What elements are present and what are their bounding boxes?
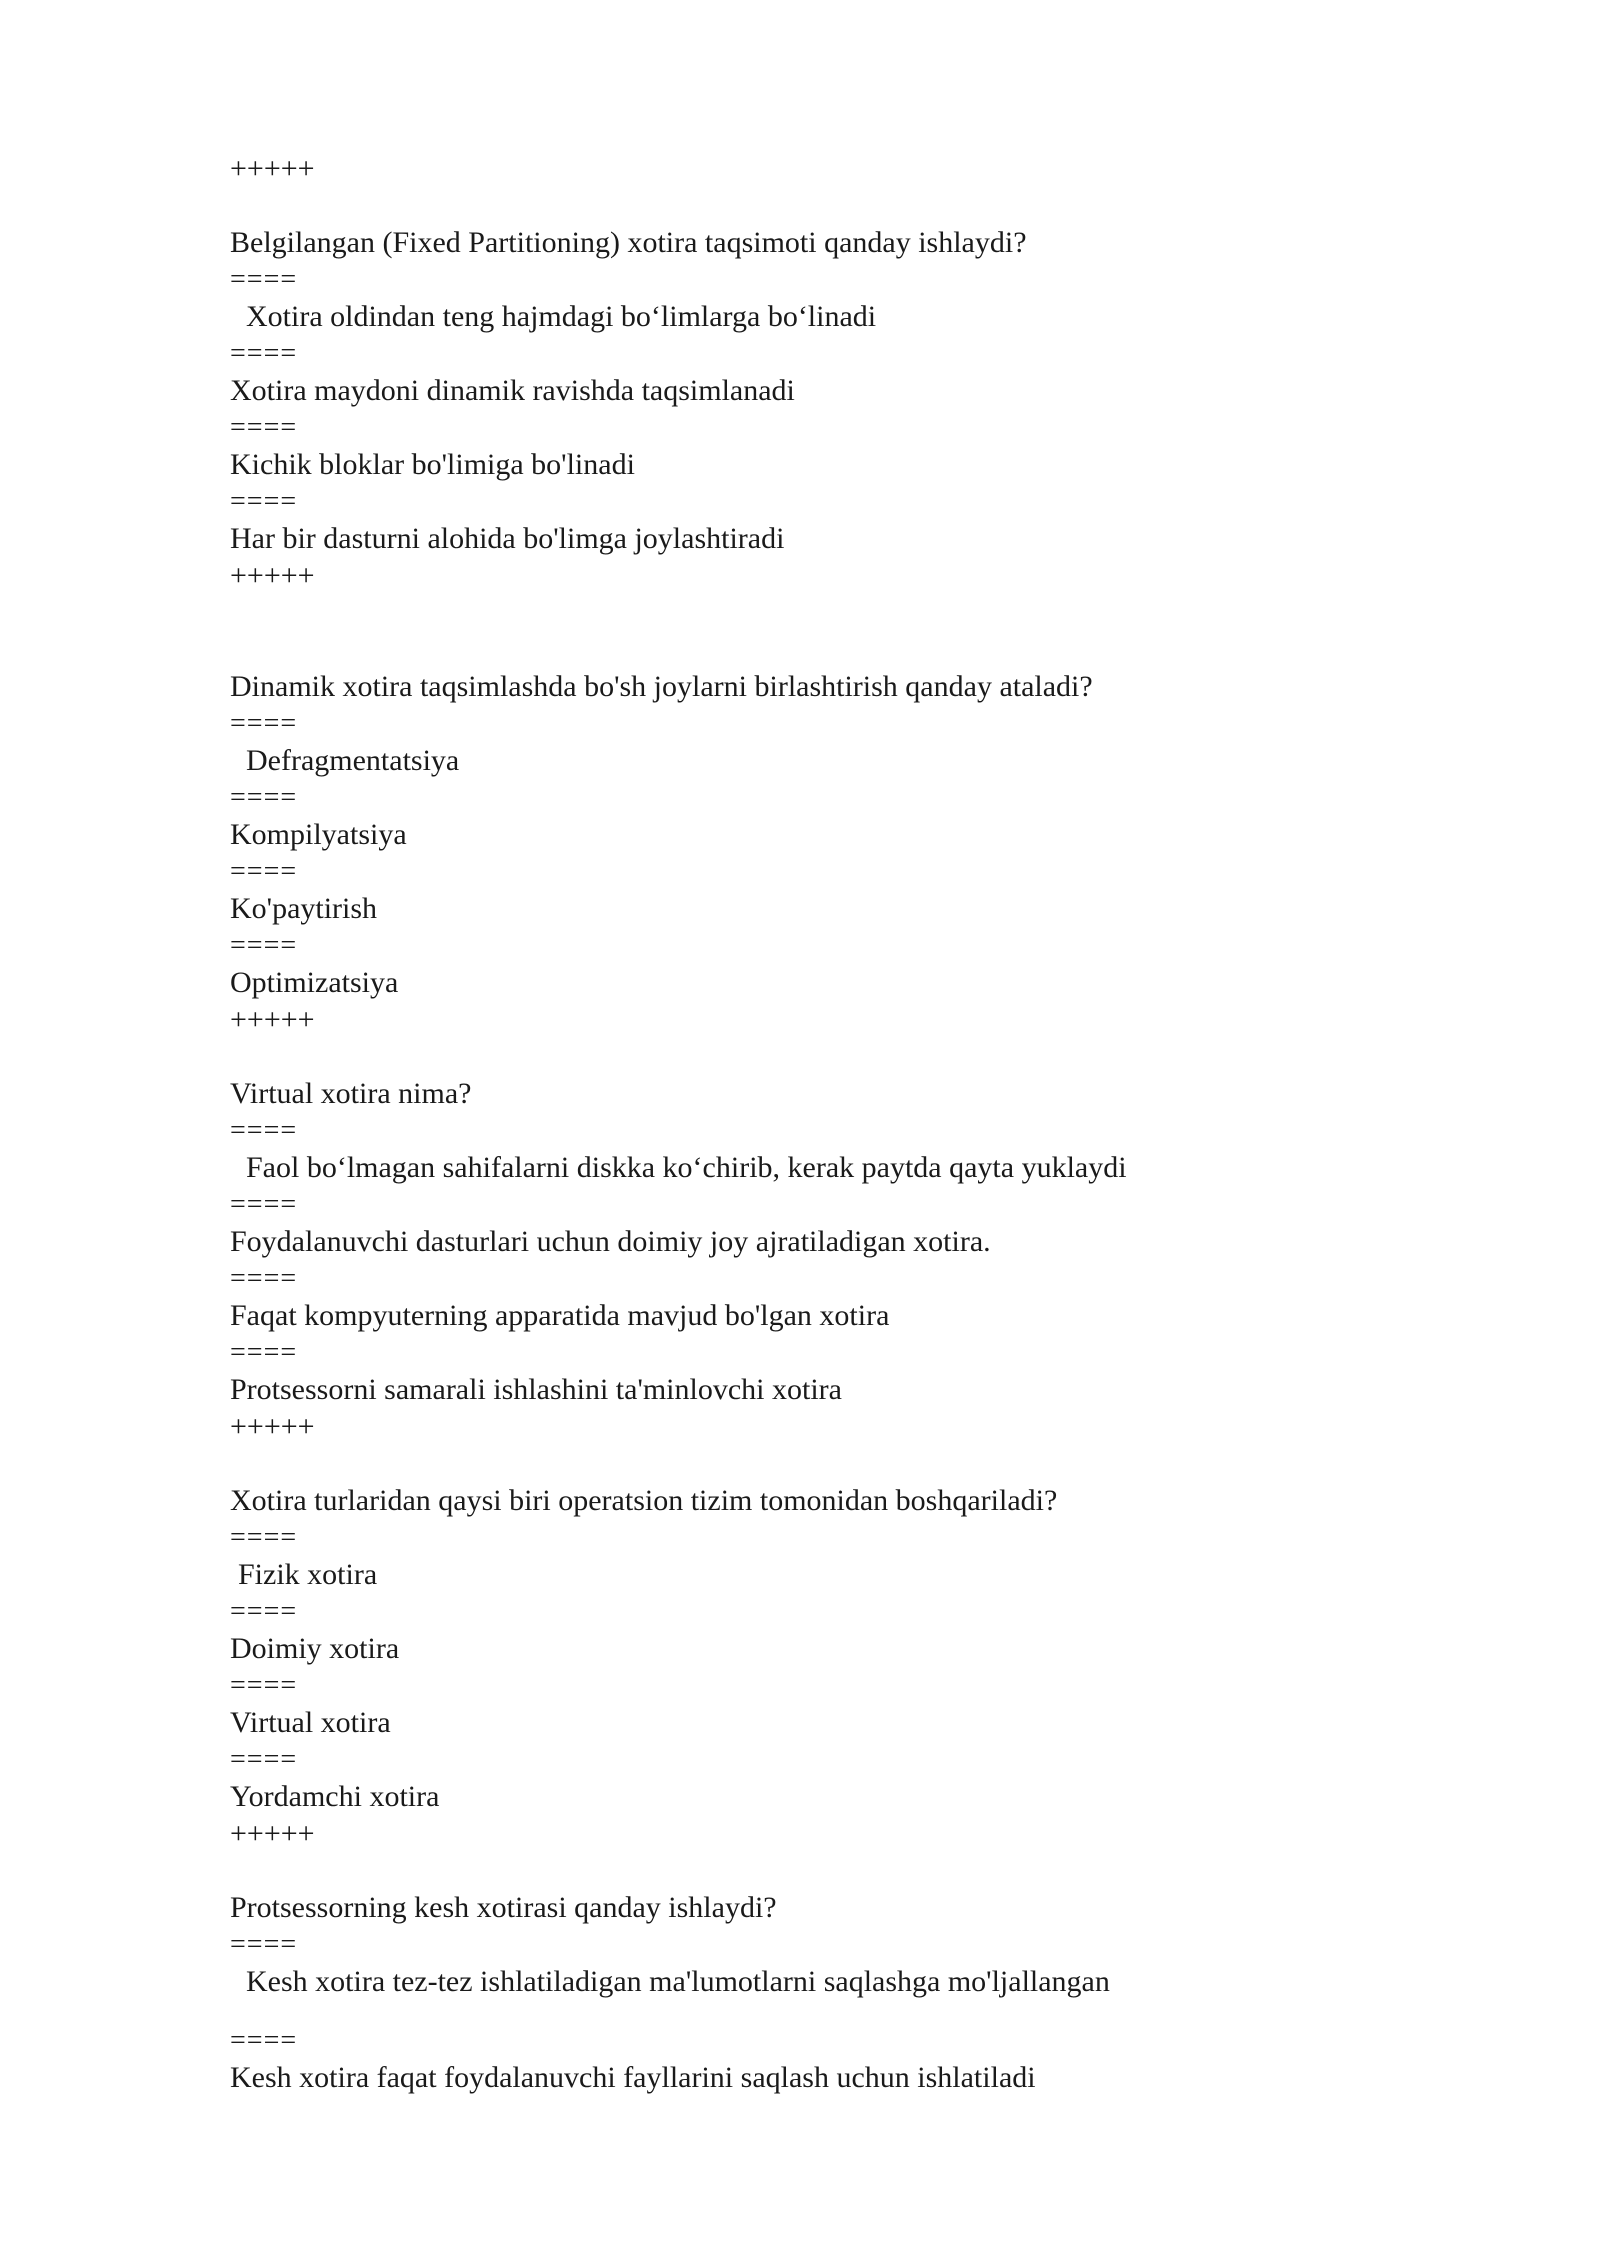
option-separator: ==== — [230, 412, 298, 443]
option-separator: ==== — [230, 1670, 298, 1701]
option-text: Xotira maydoni dinamik ravishda taqsimlanadi — [230, 374, 795, 407]
option-separator: ==== — [230, 856, 298, 887]
question-end-marker: +++++ — [230, 559, 315, 592]
option-separator: ==== — [230, 708, 298, 739]
option-separator: ==== — [230, 930, 298, 961]
question-text: Protsessorning kesh xotirasi qanday ishlaydi? — [230, 1891, 777, 1924]
option-text: Faol bo‘lmagan sahifalarni diskka ko‘chirib, kerak paytda qayta yuklaydi — [246, 1151, 1127, 1184]
option-separator: ==== — [230, 782, 298, 813]
spacer — [230, 2000, 1430, 2022]
option-text: Har bir dasturni alohida bo'limga joylashtiradi — [230, 522, 785, 555]
option-separator: ==== — [230, 1929, 298, 1960]
spacer — [230, 1038, 1430, 1075]
option-text: Virtual xotira — [230, 1706, 391, 1739]
option-text: Kompilyatsiya — [230, 818, 407, 851]
option-separator: ==== — [230, 264, 298, 295]
option-text: Kesh xotira faqat foydalanuvchi fayllarini saqlash uchun ishlatiladi — [230, 2061, 1036, 2094]
question-text: Belgilangan (Fixed Partitioning) xotira taqsimoti qanday ishlaydi? — [230, 226, 1027, 259]
option-text: Foydalanuvchi dasturlari uchun doimiy joy ajratiladigan xotira. — [230, 1225, 991, 1258]
spacer — [230, 187, 1430, 224]
option-text: Faqat kompyuterning apparatida mavjud bo'lgan xotira — [230, 1299, 890, 1332]
question-text: Virtual xotira nima? — [230, 1077, 472, 1110]
option-text: Yordamchi xotira — [230, 1780, 440, 1813]
option-text: Kichik bloklar bo'limiga bo'linadi — [230, 448, 635, 481]
option-separator: ==== — [230, 1115, 298, 1146]
option-text: Xotira oldindan teng hajmdagi bo‘limlarga bo‘linadi — [246, 300, 877, 333]
option-separator: ==== — [230, 486, 298, 517]
option-text: Fizik xotira — [238, 1558, 378, 1591]
spacer — [230, 1852, 1430, 1889]
question-end-marker: +++++ — [230, 1817, 315, 1850]
option-separator: ==== — [230, 1263, 298, 1294]
spacer — [230, 594, 1430, 668]
option-text: Optimizatsiya — [230, 966, 399, 999]
option-separator: ==== — [230, 1596, 298, 1627]
option-separator: ==== — [230, 2025, 298, 2056]
option-text: Kesh xotira tez-tez ishlatiladigan ma'lumotlarni saqlashga mo'ljallangan — [246, 1965, 1110, 1998]
question-text: Xotira turlaridan qaysi biri operatsion tizim tomonidan boshqariladi? — [230, 1484, 1058, 1517]
option-text: Doimiy xotira — [230, 1632, 400, 1665]
question-end-marker: +++++ — [230, 1003, 315, 1036]
option-text: Ko'paytirish — [230, 892, 378, 925]
option-separator: ==== — [230, 1522, 298, 1553]
option-separator: ==== — [230, 338, 298, 369]
option-text: Protsessorni samarali ishlashini ta'minlovchi xotira — [230, 1373, 842, 1406]
option-text: Defragmentatsiya — [246, 744, 460, 777]
option-separator: ==== — [230, 1744, 298, 1775]
question-end-marker: +++++ — [230, 152, 315, 185]
question-text: Dinamik xotira taqsimlashda bo'sh joylarni birlashtirish qanday ataladi? — [230, 670, 1093, 703]
option-separator: ==== — [230, 1189, 298, 1220]
question-end-marker: +++++ — [230, 1410, 315, 1443]
spacer — [230, 1445, 1430, 1482]
document-page — [230, 150, 1430, 2096]
option-separator: ==== — [230, 1337, 298, 1368]
